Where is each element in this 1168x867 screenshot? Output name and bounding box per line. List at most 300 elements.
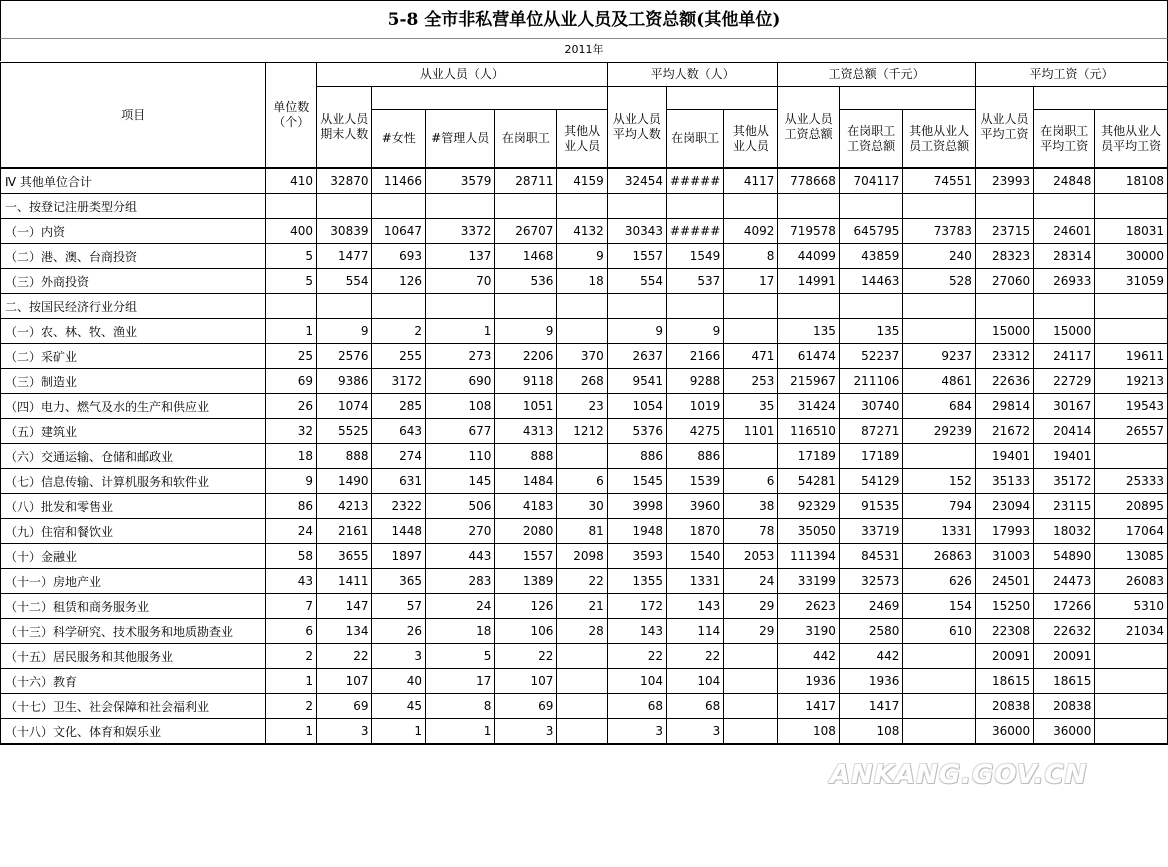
table-cell: 274 — [372, 444, 426, 469]
header-col: #管理人员 — [426, 110, 495, 169]
table-cell: 537 — [667, 269, 724, 294]
table-cell: 104 — [667, 669, 724, 694]
table-cell: 1019 — [667, 394, 724, 419]
table-cell: 9 — [495, 319, 557, 344]
row-label: （七）信息传输、计算机服务和软件业 — [1, 469, 266, 494]
table-cell — [724, 319, 778, 344]
table-cell: 69 — [317, 694, 372, 719]
table-row — [1, 419, 1168, 444]
table-cell: 6 — [266, 619, 317, 644]
table-cell: 114 — [667, 619, 724, 644]
table-cell — [372, 194, 426, 219]
row-label: （四）电力、燃气及水的生产和供应业 — [1, 394, 266, 419]
header-avg-count-group: 平均人数（人） — [607, 63, 778, 87]
table-cell: 17 — [724, 269, 778, 294]
header-units: 单位数（个） — [266, 63, 317, 169]
table-cell: 4117 — [724, 168, 778, 194]
table-cell: 1212 — [557, 419, 607, 444]
table-cell: 643 — [372, 419, 426, 444]
table-cell: 18615 — [1034, 669, 1095, 694]
table-cell: 6 — [724, 469, 778, 494]
table-cell: 3 — [667, 719, 724, 745]
table-cell: 9 — [317, 319, 372, 344]
table-cell: 2053 — [724, 544, 778, 569]
table-cell: 28323 — [975, 244, 1033, 269]
table-cell: 143 — [607, 619, 666, 644]
table-cell: 22308 — [975, 619, 1033, 644]
table-cell — [903, 444, 976, 469]
table-cell: 35 — [724, 394, 778, 419]
table-cell — [903, 719, 976, 745]
table-cell: 31059 — [1095, 269, 1168, 294]
table-cell: 28 — [557, 619, 607, 644]
table-cell: 5376 — [607, 419, 666, 444]
table-cell: 3 — [495, 719, 557, 745]
table-row — [1, 344, 1168, 369]
table-cell: 5 — [266, 269, 317, 294]
header-col: 在岗职工 — [667, 110, 724, 169]
table-cell: 1054 — [607, 394, 666, 419]
table-cell — [724, 294, 778, 319]
row-label: （一）农、林、牧、渔业 — [1, 319, 266, 344]
table-cell: 68 — [607, 694, 666, 719]
header-col: 其他从业人员平均工资 — [1095, 110, 1168, 169]
table-row — [1, 444, 1168, 469]
header-col: 从业人员期末人数 — [317, 87, 372, 169]
table-cell: 3960 — [667, 494, 724, 519]
table-cell: 1411 — [317, 569, 372, 594]
table-row — [1, 494, 1168, 519]
table-cell: 1 — [266, 719, 317, 745]
table-cell: 554 — [607, 269, 666, 294]
header-col: #女性 — [372, 110, 426, 169]
table-cell: 30000 — [1095, 244, 1168, 269]
table-cell — [1095, 319, 1168, 344]
table-cell: 54890 — [1034, 544, 1095, 569]
table-cell: 3190 — [778, 619, 840, 644]
table-cell: 2623 — [778, 594, 840, 619]
table-cell: 1 — [426, 319, 495, 344]
table-cell: 45 — [372, 694, 426, 719]
table-cell: 154 — [903, 594, 976, 619]
table-cell: 32573 — [839, 569, 902, 594]
table-cell: 29 — [724, 594, 778, 619]
table-cell: 1 — [426, 719, 495, 745]
table-cell: 22 — [495, 644, 557, 669]
row-label: （十八）文化、体育和娱乐业 — [1, 719, 266, 745]
table-cell: 4132 — [557, 219, 607, 244]
row-label: （十七）卫生、社会保障和社会福利业 — [1, 694, 266, 719]
table-cell: 58 — [266, 544, 317, 569]
table-cell — [495, 294, 557, 319]
table-cell: 81 — [557, 519, 607, 544]
table-cell: 147 — [317, 594, 372, 619]
table-cell: 1051 — [495, 394, 557, 419]
table-cell: 126 — [495, 594, 557, 619]
table-cell: 18615 — [975, 669, 1033, 694]
table-cell: 693 — [372, 244, 426, 269]
table-cell — [724, 694, 778, 719]
table-cell: 8 — [426, 694, 495, 719]
table-cell: 20414 — [1034, 419, 1095, 444]
table-cell — [724, 194, 778, 219]
header-spacer — [1034, 87, 1168, 110]
table-cell: 19611 — [1095, 344, 1168, 369]
table-cell: 143 — [667, 594, 724, 619]
table-cell: 443 — [426, 544, 495, 569]
table-cell: 442 — [778, 644, 840, 669]
header-avg-wage-group: 平均工资（元） — [975, 63, 1167, 87]
table-cell: 30343 — [607, 219, 666, 244]
table-cell: 54129 — [839, 469, 902, 494]
table-cell: 4159 — [557, 168, 607, 194]
header-employees-group: 从业人员（人） — [317, 63, 608, 87]
table-cell: 9 — [266, 469, 317, 494]
table-cell: 26083 — [1095, 569, 1168, 594]
table-cell — [903, 194, 976, 219]
table-cell — [266, 194, 317, 219]
table-cell: 24 — [266, 519, 317, 544]
table-cell: 26863 — [903, 544, 976, 569]
table-cell: 30 — [557, 494, 607, 519]
table-cell — [724, 444, 778, 469]
table-cell: 5310 — [1095, 594, 1168, 619]
table-cell: 1355 — [607, 569, 666, 594]
table-cell: 1557 — [495, 544, 557, 569]
table-cell: 70 — [426, 269, 495, 294]
header-spacer — [667, 87, 778, 110]
table-cell: 370 — [557, 344, 607, 369]
table-cell: 15250 — [975, 594, 1033, 619]
table-cell: 17189 — [778, 444, 840, 469]
table-cell: 29239 — [903, 419, 976, 444]
table-cell: 4275 — [667, 419, 724, 444]
table-cell: 78 — [724, 519, 778, 544]
table-cell — [266, 294, 317, 319]
table-cell: 25 — [266, 344, 317, 369]
table-cell: 43 — [266, 569, 317, 594]
table-cell: 31003 — [975, 544, 1033, 569]
table-cell: 43859 — [839, 244, 902, 269]
table-cell: 24 — [426, 594, 495, 619]
table-row — [1, 569, 1168, 594]
table-cell: 38 — [724, 494, 778, 519]
table-cell: 22 — [317, 644, 372, 669]
table-cell: 26 — [372, 619, 426, 644]
table-cell: 108 — [778, 719, 840, 745]
table-cell: 1557 — [607, 244, 666, 269]
year-label: 2011年 — [0, 38, 1168, 61]
table-cell: 24117 — [1034, 344, 1095, 369]
table-cell — [667, 294, 724, 319]
table-cell: 268 — [557, 369, 607, 394]
table-cell — [1095, 694, 1168, 719]
table-cell: 108 — [426, 394, 495, 419]
table-cell: 2580 — [839, 619, 902, 644]
table-cell: 20091 — [975, 644, 1033, 669]
table-cell: 172 — [607, 594, 666, 619]
table-cell: 1389 — [495, 569, 557, 594]
row-label: （三）外商投资 — [1, 269, 266, 294]
header-spacer — [372, 87, 607, 110]
table-cell: 26 — [266, 394, 317, 419]
table-cell: 25333 — [1095, 469, 1168, 494]
table-cell: 9 — [607, 319, 666, 344]
table-cell: 1 — [266, 319, 317, 344]
table-cell — [557, 444, 607, 469]
table-cell: 17 — [426, 669, 495, 694]
table-cell: 645795 — [839, 219, 902, 244]
table-cell: 106 — [495, 619, 557, 644]
header-col: 在岗职工工资总额 — [839, 110, 902, 169]
table-cell: 554 — [317, 269, 372, 294]
row-label: （十五）居民服务和其他服务业 — [1, 644, 266, 669]
table-cell: 18 — [557, 269, 607, 294]
table-cell — [839, 294, 902, 319]
table-cell: 3 — [317, 719, 372, 745]
table-cell: 273 — [426, 344, 495, 369]
table-cell: 35172 — [1034, 469, 1095, 494]
table-cell: 92329 — [778, 494, 840, 519]
table-cell: 9237 — [903, 344, 976, 369]
header-col: 从业人员平均工资 — [975, 87, 1033, 169]
table-cell: 1540 — [667, 544, 724, 569]
table-row — [1, 694, 1168, 719]
table-cell: 27060 — [975, 269, 1033, 294]
table-cell: 69 — [266, 369, 317, 394]
table-cell: 135 — [839, 319, 902, 344]
table-cell: 87271 — [839, 419, 902, 444]
table-cell: 2166 — [667, 344, 724, 369]
table-cell: 1545 — [607, 469, 666, 494]
header-col: 从业人员平均人数 — [607, 87, 666, 169]
table-cell: 54281 — [778, 469, 840, 494]
table-cell — [778, 194, 840, 219]
table-row — [1, 644, 1168, 669]
table-cell: 107 — [317, 669, 372, 694]
row-label: 一、按登记注册类型分组 — [1, 194, 266, 219]
table-cell: 7 — [266, 594, 317, 619]
table-cell — [557, 719, 607, 745]
header-spacer — [839, 87, 975, 110]
table-cell: 29814 — [975, 394, 1033, 419]
table-cell: 61474 — [778, 344, 840, 369]
table-cell — [557, 319, 607, 344]
table-cell: 3998 — [607, 494, 666, 519]
table-row — [1, 194, 1168, 219]
table-cell: 19401 — [975, 444, 1033, 469]
table-cell: 270 — [426, 519, 495, 544]
table-cell: 1948 — [607, 519, 666, 544]
table-cell — [317, 294, 372, 319]
table-cell: 57 — [372, 594, 426, 619]
table-cell: 24 — [724, 569, 778, 594]
table-cell: 20838 — [1034, 694, 1095, 719]
table-cell: 15000 — [1034, 319, 1095, 344]
table-cell: 145 — [426, 469, 495, 494]
table-cell: 283 — [426, 569, 495, 594]
table-body — [1, 168, 1168, 744]
table-cell: 8 — [724, 244, 778, 269]
table-row — [1, 369, 1168, 394]
table-cell: 536 — [495, 269, 557, 294]
table-cell — [426, 194, 495, 219]
table-cell: 107 — [495, 669, 557, 694]
table-cell: 24473 — [1034, 569, 1095, 594]
table-cell: 20895 — [1095, 494, 1168, 519]
table-cell: 35133 — [975, 469, 1033, 494]
table-cell: 22 — [607, 644, 666, 669]
table-cell: 135 — [778, 319, 840, 344]
table-row — [1, 594, 1168, 619]
table-cell: 108 — [839, 719, 902, 745]
table-cell: 29 — [724, 619, 778, 644]
table-cell — [903, 669, 976, 694]
header-item: 项目 — [1, 63, 266, 169]
table-cell: 1448 — [372, 519, 426, 544]
table-cell: 4313 — [495, 419, 557, 444]
table-cell: 18032 — [1034, 519, 1095, 544]
table-cell — [903, 319, 976, 344]
table-cell — [607, 294, 666, 319]
table-cell: 3655 — [317, 544, 372, 569]
table-cell: 19401 — [1034, 444, 1095, 469]
table-cell: 22636 — [975, 369, 1033, 394]
table-cell: 23993 — [975, 168, 1033, 194]
table-cell: 778668 — [778, 168, 840, 194]
table-cell: 110 — [426, 444, 495, 469]
table-cell: 1490 — [317, 469, 372, 494]
table-cell: 4861 — [903, 369, 976, 394]
table-cell: 2161 — [317, 519, 372, 544]
table-cell — [1095, 719, 1168, 745]
header-col: 从业人员工资总额 — [778, 87, 840, 169]
table-cell: 22632 — [1034, 619, 1095, 644]
table-cell: 32454 — [607, 168, 666, 194]
header-col: 其他从业人员 — [557, 110, 607, 169]
row-label: （十二）租赁和商务服务业 — [1, 594, 266, 619]
table-cell: 23115 — [1034, 494, 1095, 519]
table-cell: 2 — [372, 319, 426, 344]
table-cell: 134 — [317, 619, 372, 644]
table-cell: 18 — [266, 444, 317, 469]
row-label: 二、按国民经济行业分组 — [1, 294, 266, 319]
table-cell: 26557 — [1095, 419, 1168, 444]
table-cell: ##### — [667, 168, 724, 194]
table-cell: 9288 — [667, 369, 724, 394]
header-col: 在岗职工平均工资 — [1034, 110, 1095, 169]
table-cell: 21672 — [975, 419, 1033, 444]
table-cell — [724, 669, 778, 694]
table-cell: 2 — [266, 644, 317, 669]
table-cell: 9541 — [607, 369, 666, 394]
table-cell: 631 — [372, 469, 426, 494]
table-cell: 1101 — [724, 419, 778, 444]
table-cell: 285 — [372, 394, 426, 419]
row-label: （十三）科学研究、技术服务和地质勘查业 — [1, 619, 266, 644]
table-cell: 400 — [266, 219, 317, 244]
row-label: （十一）房地产业 — [1, 569, 266, 594]
table-cell: 33199 — [778, 569, 840, 594]
table-cell: 3172 — [372, 369, 426, 394]
row-label: Ⅳ 其他单位合计 — [1, 168, 266, 194]
table-cell: 30839 — [317, 219, 372, 244]
table-cell: 36000 — [975, 719, 1033, 745]
table-cell: 69 — [495, 694, 557, 719]
table-cell: 3372 — [426, 219, 495, 244]
table-cell: 255 — [372, 344, 426, 369]
table-cell: 1549 — [667, 244, 724, 269]
table-cell: 40 — [372, 669, 426, 694]
table-cell: 19213 — [1095, 369, 1168, 394]
table-cell: 11466 — [372, 168, 426, 194]
table-cell: 26933 — [1034, 269, 1095, 294]
table-cell: 794 — [903, 494, 976, 519]
table-cell: 18108 — [1095, 168, 1168, 194]
table-cell: 22 — [667, 644, 724, 669]
table-cell: 240 — [903, 244, 976, 269]
row-label: （三）制造业 — [1, 369, 266, 394]
table-cell: 28711 — [495, 168, 557, 194]
table-cell — [372, 294, 426, 319]
table-cell: 610 — [903, 619, 976, 644]
table-cell — [1095, 669, 1168, 694]
table-cell: 86 — [266, 494, 317, 519]
table-cell — [1095, 294, 1168, 319]
table-cell: 1331 — [903, 519, 976, 544]
table-cell: 21034 — [1095, 619, 1168, 644]
row-label: （九）住宿和餐饮业 — [1, 519, 266, 544]
table-row — [1, 719, 1168, 745]
row-label: （八）批发和零售业 — [1, 494, 266, 519]
table-cell — [903, 644, 976, 669]
table-cell: 3593 — [607, 544, 666, 569]
table-cell: 2080 — [495, 519, 557, 544]
row-label: （二）港、澳、台商投资 — [1, 244, 266, 269]
table-cell: 14463 — [839, 269, 902, 294]
table-cell: 9118 — [495, 369, 557, 394]
table-cell: 36000 — [1034, 719, 1095, 745]
table-cell: 20091 — [1034, 644, 1095, 669]
table-cell: 20838 — [975, 694, 1033, 719]
table-cell: 1417 — [839, 694, 902, 719]
table-cell: 30740 — [839, 394, 902, 419]
table-cell: 30167 — [1034, 394, 1095, 419]
table-title: 5-8 全市非私营单位从业人员及工资总额(其他单位) — [0, 0, 1168, 39]
table-row — [1, 269, 1168, 294]
table-cell: 26707 — [495, 219, 557, 244]
table-cell: 73783 — [903, 219, 976, 244]
table-cell: 471 — [724, 344, 778, 369]
table-cell: 22729 — [1034, 369, 1095, 394]
table-cell — [495, 194, 557, 219]
table-cell: 1897 — [372, 544, 426, 569]
table-cell: 1484 — [495, 469, 557, 494]
table-cell: 15000 — [975, 319, 1033, 344]
data-table — [0, 62, 1168, 745]
table-cell: 2098 — [557, 544, 607, 569]
table-cell: 22 — [557, 569, 607, 594]
table-cell: 23715 — [975, 219, 1033, 244]
header-col: 在岗职工 — [495, 110, 557, 169]
row-label: （二）采矿业 — [1, 344, 266, 369]
row-label: （五）建筑业 — [1, 419, 266, 444]
table-cell — [1034, 194, 1095, 219]
table-cell: 17189 — [839, 444, 902, 469]
table-cell — [557, 694, 607, 719]
table-cell: 1 — [266, 669, 317, 694]
table-cell: 1 — [372, 719, 426, 745]
